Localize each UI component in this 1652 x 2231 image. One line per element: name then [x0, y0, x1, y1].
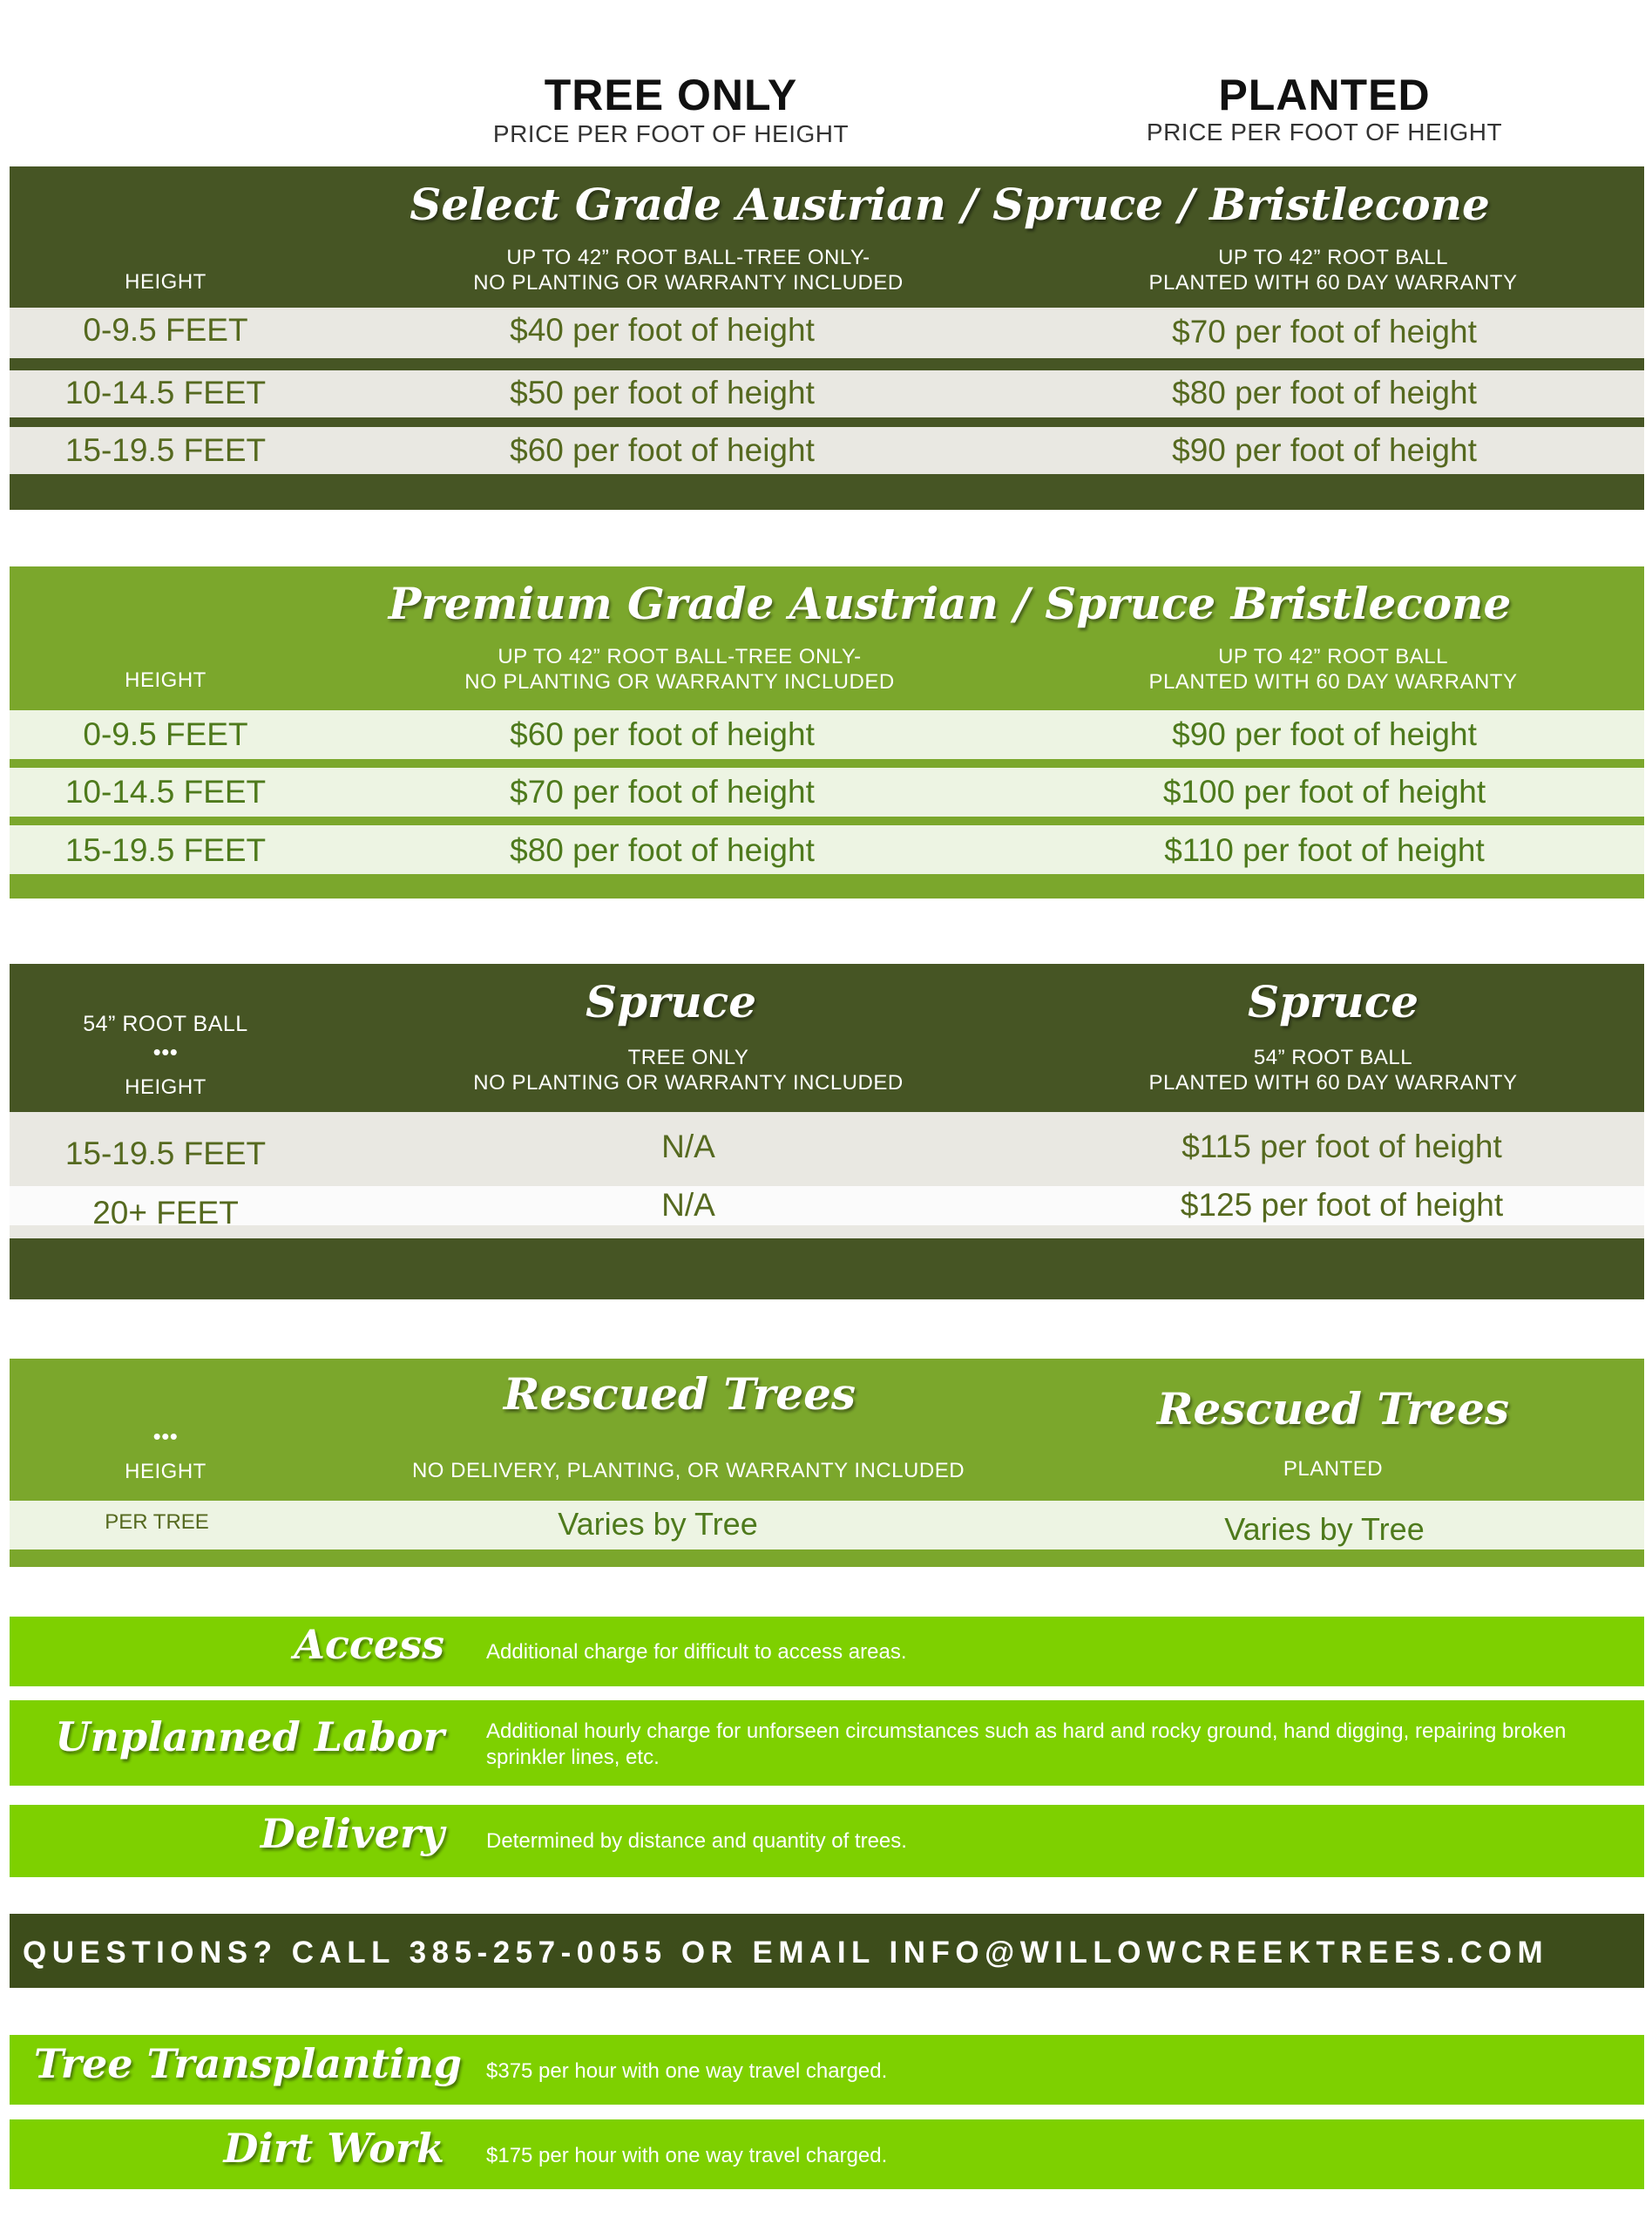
spruce-row-2-planted: $125 per foot of height: [1180, 1187, 1504, 1223]
select-row-1-planted: $70 per foot of height: [1172, 314, 1477, 349]
select-row-2-planted: $80 per foot of height: [1172, 375, 1477, 410]
service-delivery-name: Delivery: [260, 1810, 444, 1857]
rescued-height-label: HEIGHT: [125, 1460, 206, 1483]
premium-tree-only-note: UP TO 42” ROOT BALL-TREE ONLY- NO PLANTING OR WARRANTY INCLUDED: [464, 645, 895, 694]
spruce-row-1-tree-only: N/A: [661, 1129, 715, 1164]
contact-text: QUESTIONS? CALL 385-257-0055 OR EMAIL INFO@WILLOWCREEKTREES.COM: [23, 1936, 1549, 1970]
tree-only-subtitle: PRICE PER FOOT OF HEIGHT: [492, 120, 850, 147]
planted-subtitle: PRICE PER FOOT OF HEIGHT: [1146, 119, 1503, 146]
select-grade-title: Select Grade Austrian / Spruce / Bristlecone: [410, 179, 1490, 230]
premium-row-2-tree-only: $70 per foot of height: [510, 774, 815, 810]
service-access-name: Access: [294, 1621, 444, 1668]
premium-row-3-height: 15-19.5 FEET: [64, 832, 267, 868]
select-row-2-height: 10-14.5 FEET: [64, 375, 267, 410]
planted-title: PLANTED: [1218, 71, 1431, 119]
premium-planted-note: UP TO 42” ROOT BALL PLANTED WITH 60 DAY WARRANTY: [1148, 645, 1518, 694]
select-row-3-height: 15-19.5 FEET: [64, 432, 267, 468]
premium-row-2-planted: $100 per foot of height: [1162, 774, 1486, 810]
premium-row-2-height: 10-14.5 FEET: [64, 774, 267, 810]
service-unplanned-labor-text: Additional hourly charge for unforseen circumstances such as hard and rocky ground, hand digging, repairing broken sprinkler lines, etc.: [486, 1719, 1567, 1769]
rescued-planted-title: Rescued Trees: [1156, 1383, 1510, 1434]
premium-row-1-height: 0-9.5 FEET: [83, 716, 248, 752]
select-row-3-tree-only: $60 per foot of height: [510, 432, 815, 468]
spruce-height-label: HEIGHT: [125, 1075, 206, 1099]
service-delivery-text: Determined by distance and quantity of trees.: [486, 1829, 907, 1853]
spruce-rootball-label: 54” ROOT BALL: [83, 1012, 248, 1036]
rescued-dots: •••: [152, 1423, 179, 1449]
select-row-1-tree-only: $40 per foot of height: [510, 312, 815, 348]
service-tree-transplanting-name: Tree Transplanting: [33, 2040, 462, 2087]
spruce-row-1-planted: $115 per foot of height: [1181, 1129, 1502, 1164]
premium-row-3-tree-only: $80 per foot of height: [510, 832, 815, 868]
rescued-row-tree-only: Varies by Tree: [558, 1506, 758, 1542]
select-row-1-height: 0-9.5 FEET: [83, 312, 248, 348]
spruce-row-1-height: 15-19.5 FEET: [64, 1136, 267, 1171]
select-row-2-tree-only: $50 per foot of height: [510, 375, 815, 410]
select-row-3-planted: $90 per foot of height: [1172, 432, 1477, 468]
premium-row-3-planted: $110 per foot of height: [1164, 832, 1485, 868]
spruce-planted-note: 54” ROOT BALL PLANTED WITH 60 DAY WARRANTY: [1148, 1046, 1518, 1095]
spruce-row-2-tree-only: N/A: [661, 1187, 715, 1223]
select-planted-note: UP TO 42” ROOT BALL PLANTED WITH 60 DAY WARRANTY: [1148, 246, 1518, 295]
service-dirt-work-name: Dirt Work: [223, 2125, 444, 2172]
service-tree-transplanting-text: $375 per hour with one way travel charged.: [486, 2059, 888, 2083]
premium-grade-title: Premium Grade Austrian / Spruce Bristlecone: [388, 578, 1512, 629]
rescued-row-label: PER TREE: [105, 1510, 209, 1534]
spruce-tree-only-title: Spruce: [585, 976, 757, 1027]
service-dirt-work-text: $175 per hour with one way travel charged.: [486, 2144, 888, 2167]
select-tree-only-note: UP TO 42” ROOT BALL-TREE ONLY- NO PLANTING OR WARRANTY INCLUDED: [473, 246, 904, 295]
rescued-tree-only-note: NO DELIVERY, PLANTING, OR WARRANTY INCLUDED: [411, 1459, 965, 1482]
service-access-text: Additional charge for difficult to access areas.: [486, 1640, 907, 1664]
service-unplanned-labor-name: Unplanned Labor: [55, 1713, 444, 1760]
spruce-dots: •••: [152, 1039, 179, 1065]
spruce-row-2-height: 20+ FEET: [92, 1195, 239, 1231]
select-height-label: HEIGHT: [125, 270, 206, 294]
rescued-tree-only-title: Rescued Trees: [503, 1368, 856, 1420]
premium-height-label: HEIGHT: [125, 668, 206, 692]
tree-only-title: TREE ONLY: [544, 71, 798, 119]
spruce-planted-title: Spruce: [1247, 976, 1419, 1027]
rescued-planted-note: PLANTED: [1283, 1457, 1384, 1481]
spruce-tree-only-note: TREE ONLY NO PLANTING OR WARRANTY INCLUDED: [473, 1046, 904, 1095]
premium-row-1-tree-only: $60 per foot of height: [510, 716, 815, 752]
rescued-footer: [10, 1549, 1644, 1567]
premium-row-1-planted: $90 per foot of height: [1172, 716, 1477, 752]
rescued-row-planted: Varies by Tree: [1224, 1511, 1425, 1547]
